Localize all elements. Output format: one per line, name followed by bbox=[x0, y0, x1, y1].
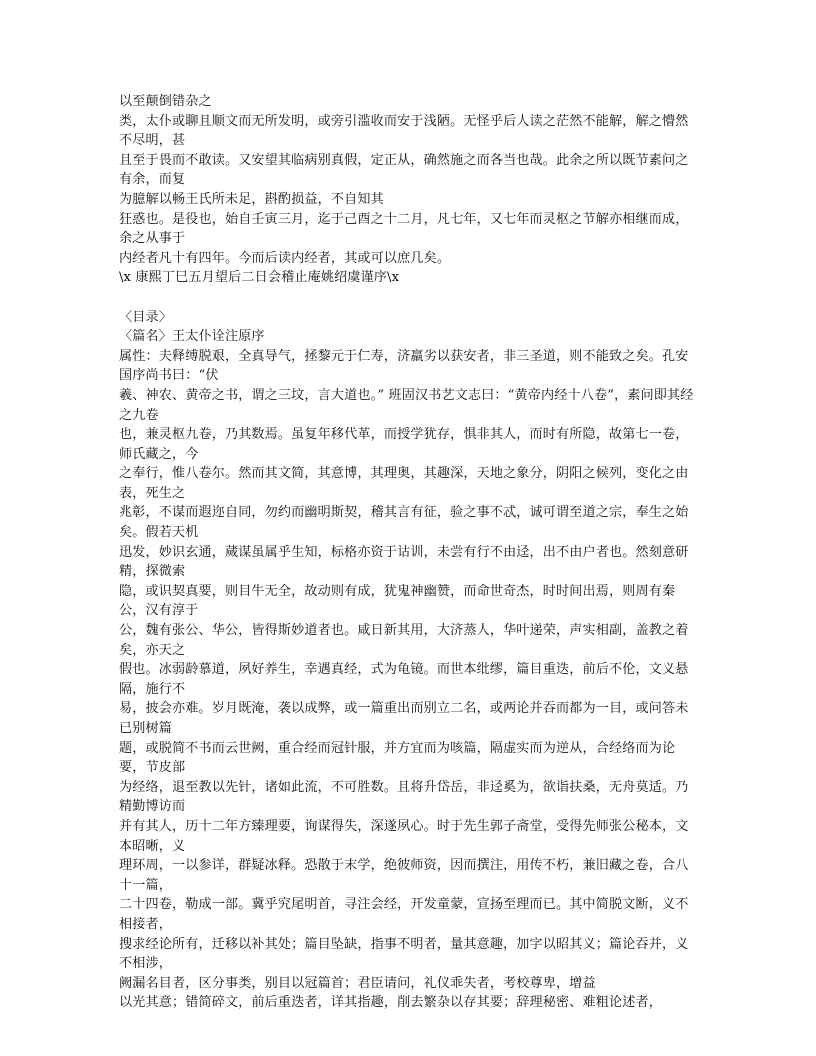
chapter-title: 〈篇名〉王太仆诠注原序 bbox=[119, 329, 265, 345]
text-line: 阙漏名目者，区分事类，别目以冠篇首；君臣请问，礼仪乖失者，考校尊卑，增益 bbox=[119, 975, 596, 991]
text-line: 假也。冰弱龄慕道，夙好养生，幸遇真经，式为龟镜。而世本纰缪，篇目重迭，前后不伦，文义悬隔，施行不 bbox=[119, 662, 689, 697]
text-line: 羲、神农、黄帝之书，谓之三坟，言大道也。” 班固汉书艺文志曰：“黄帝内经十八卷”，素问即其经之九卷 bbox=[119, 387, 694, 423]
text-line: 迅发，妙识玄通，蒇谋虽属乎生知，标格亦资于诂训，未尝有行不由迳，出不由户者也。然刻意研精，探微索 bbox=[119, 544, 689, 580]
blank-line bbox=[119, 288, 701, 308]
text-line: 内经者凡十有四年。今而后读内经者，其或可以庶几矣。 bbox=[119, 250, 451, 266]
text-line: 搜求经论所有，迁移以补其处；篇目坠缺，指事不明者，量其意趣，加字以昭其义；篇论吞并，义不相涉， bbox=[119, 936, 689, 972]
text-line: 之奉行，惟八卷尔。然而其文简，其意博，其理奥，其趣深，天地之象分，阴阳之候列，变化之由表，死生之 bbox=[119, 466, 689, 501]
table-of-contents-heading: 〈目录〉 bbox=[119, 309, 172, 325]
document-page bbox=[119, 92, 701, 1013]
text-line: 也，兼灵枢九卷，乃其数焉。虽复年移代革，而授学犹存，惧非其人，而时有所隐，故第七一卷，师氏藏之，今 bbox=[119, 427, 689, 462]
text-line: 为经络，退至教以先针，诸如此流，不可胜数。且将升岱岳，非迳奚为，欲诣扶桑，无舟莫适。乃精勤博访而 bbox=[119, 779, 689, 815]
text-line: 并有其人，历十二年方臻理要，询谋得失，深遂夙心。时于先生郭子斋堂，受得先师张公秘本，文本昭晰，义 bbox=[119, 818, 689, 854]
text-line: 易，披会亦难。岁月既淹，袭以成弊，或一篇重出而别立二名，或两论并吞而都为一目，或问答未已别树篇 bbox=[119, 701, 689, 736]
text-line: 且至于畏而不敢读。又安望其临病别真假，定正从，确然施之而各当也哉。此余之所以既节素问之有余，而复 bbox=[119, 152, 689, 188]
text-line: 以至颠倒错杂之 bbox=[119, 94, 212, 109]
text-line: 二十四卷，勒成一部。冀乎究尾明首，寻注会经，开发童蒙，宣扬至理而已。其中简脱文断，义不相接者， bbox=[119, 897, 689, 932]
text-line: 以光其意；错简碎文，前后重迭者，详其指趣，削去繁杂以存其要；辞理秘密、难粗论述者， bbox=[119, 995, 662, 1011]
text-line: 属性：夫释缚脱艰，全真导气，拯黎元于仁寿，济羸劣以获安者，非三圣道，则不能致之矣。孔安国序尚书曰：“伏 bbox=[119, 348, 689, 384]
text-line: 题，或脱简不书而云世阙，重合经而冠针服，并方宜而为咳篇，隔虚实而为逆从，合经络而为论要，节皮部 bbox=[119, 740, 676, 776]
text-line: 为臆解以畅王氏所未足，斟酌损益，不自知其 bbox=[119, 191, 384, 207]
text-line: 隐，或识契真要，则目牛无全，故动则有成，犹鬼神幽赞，而命世奇杰，时时间出焉，则周有秦公，汉有淳于 bbox=[119, 583, 676, 619]
signature-line: \x 康熙丁巳五月望后二日会稽止庵姚绍虞谨序\x bbox=[119, 270, 400, 286]
text-line: 兆彰，不谋而遐迩自同，勿约而幽明斯契，稽其言有征，验之事不忒，诚可谓至道之宗，奉生之始矣。假若天机 bbox=[119, 505, 689, 541]
text-line: 理环周，一以参详，群疑冰释。恐散于末学，绝彼师资，因而撰注，用传不朽，兼旧藏之卷，合八十一篇， bbox=[119, 858, 689, 893]
text-line: 公，魏有张公、华公，皆得斯妙道者也。咸日新其用，大济蒸人，华叶递荣，声实相副，盖教之着矣，亦天之 bbox=[119, 623, 689, 658]
text-line: 狂惑也。是役也，始自壬寅三月，迄于己酉之十二月，凡七年，又七年而灵枢之节解亦相继而成，余之从事于 bbox=[119, 211, 689, 247]
text-line: 类，太仆或聊且顺文而无所发明，或旁引滥收而安于浅陋。无怪乎后人读之茫然不能解，解之懵然不尽明，甚 bbox=[119, 113, 689, 149]
